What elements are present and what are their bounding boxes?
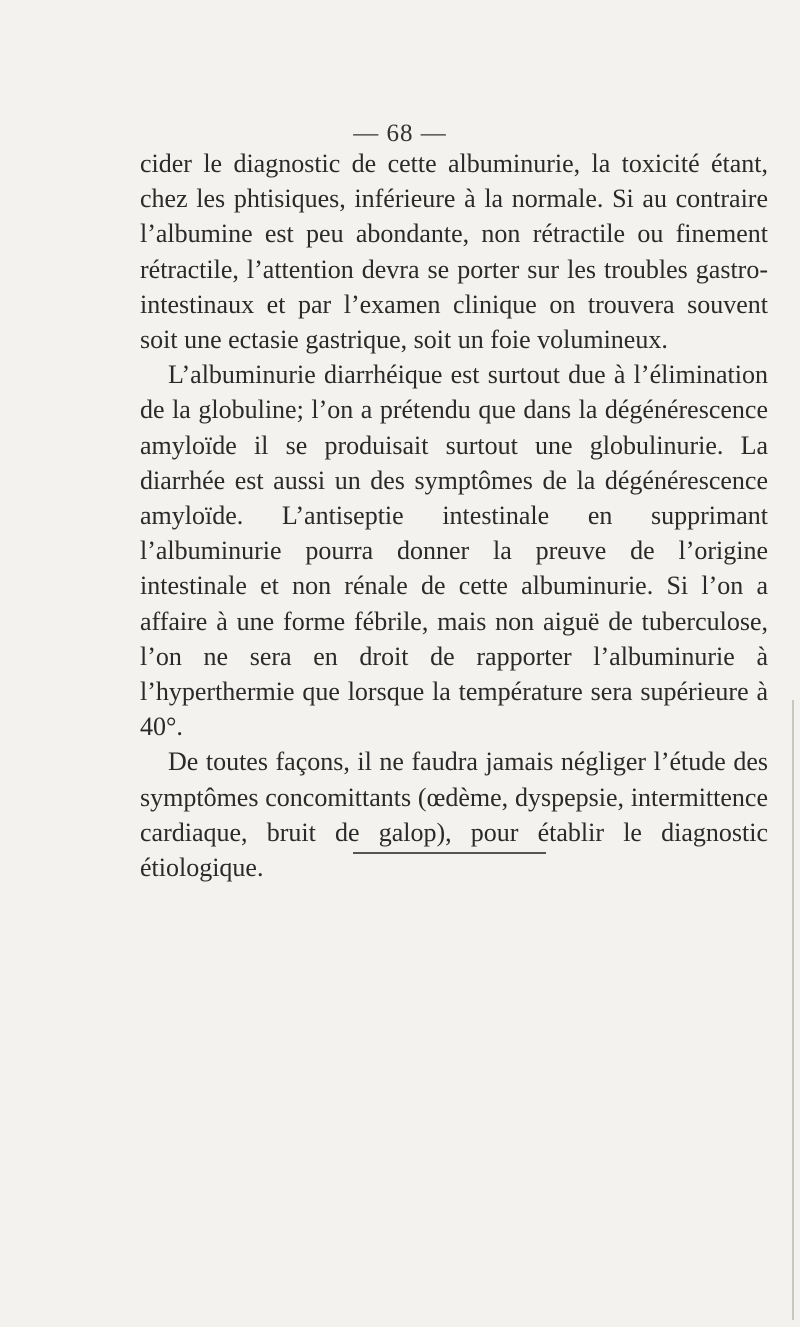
- paragraph-1: cider le diagnostic de cette albuminurie, la toxicité étant, chez les phtisiques, inférieure à la normale. Si au contraire l’albumine est peu abondante, non rétractile ou finement rétractile, l’attention devra se porter sur les troubles gastro-intestinaux et par l’examen clinique on trouvera souvent soit une ectasie gastrique, soit un foie volumineux.: [140, 149, 768, 355]
- page-number: — 68 —: [353, 120, 447, 147]
- page-edge-shadow: [792, 700, 794, 1320]
- body-text: [140, 146, 768, 885]
- section-end-rule: [353, 852, 546, 854]
- paragraph-3: De toutes façons, il ne faudra jamais négliger l’étude des symptômes concomittants (œdème, dyspepsie, intermittence cardiaque, bruit de galop), pour établir le diagnostic étiologique.: [140, 747, 768, 883]
- paragraph-2: L’albuminurie diarrhéique est surtout due à l’élimination de la globuline; l’on a prétendu que dans la dégénérescence amyloïde il se produisait surtout une globulinurie. La diarrhée est aussi un des symptômes de la dégénérescence amyloïde. L’antiseptie intestinale en supprimant l’albuminurie pourra donner la preuve de l’origine intestinale et non rénale de cette albuminurie. Si l’on a affaire à une forme fébrile, mais non aiguë de tuberculose, l’on ne sera en droit de rapporter l’albuminurie à l’hyperthermie que lorsque la température sera supérieure à 40°.: [140, 360, 768, 742]
